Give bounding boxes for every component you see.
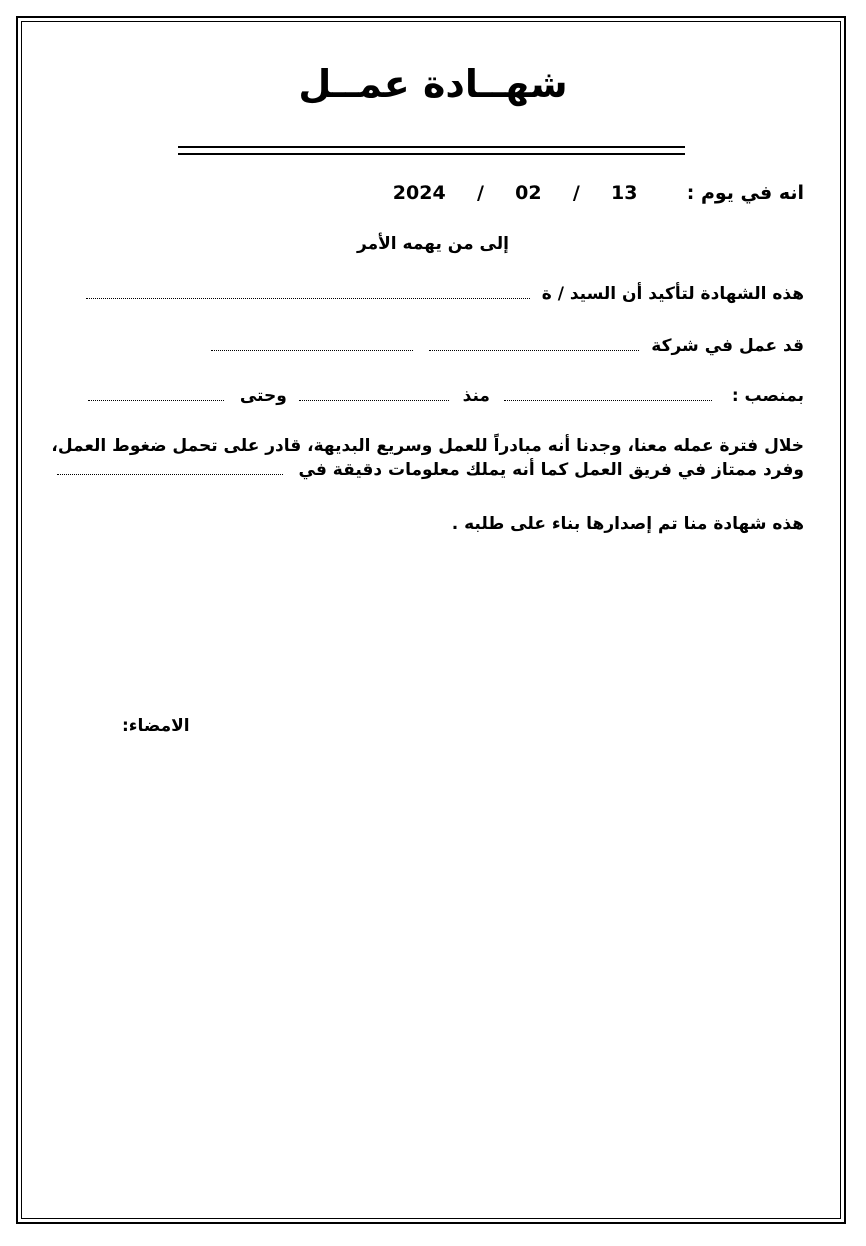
company-line (211, 336, 804, 356)
date-label: انه في يوم : (686, 182, 804, 204)
paragraph-line-2-text: وفرد ممتاز في فريق العمل كما أنه يملك معلومات دقيقة في (298, 460, 804, 480)
since-blank[interactable] (299, 399, 449, 401)
document-title: شهــادة عمــل (298, 62, 568, 106)
addressee: إلى من يهمه الأمر (357, 234, 509, 254)
closing-line: هذه شهادة منا تم إصدارها بناء على طلبه . (451, 514, 804, 534)
company-label: قد عمل في شركة (651, 336, 804, 356)
confirm-line (86, 284, 804, 304)
position-label: بمنصب : (731, 386, 804, 406)
title-underline-bottom (178, 153, 685, 155)
signature-label: الامضاء: (122, 716, 190, 736)
expertise-blank[interactable] (57, 473, 283, 475)
since-label: منذ (462, 386, 490, 406)
company-blank-2[interactable] (211, 349, 413, 351)
confirm-label: هذه الشهادة لتأكيد أن السيد / ة (541, 284, 804, 304)
body-paragraph (51, 434, 804, 482)
title-underline-top (178, 146, 685, 148)
date-month: 02 (515, 182, 542, 204)
date-year: 2024 (392, 182, 446, 204)
until-label: وحتى (239, 386, 287, 406)
date-separator: / (572, 182, 580, 204)
until-blank[interactable] (88, 399, 224, 401)
position-line (88, 386, 804, 406)
name-blank[interactable] (86, 297, 530, 299)
company-blank-1[interactable] (429, 349, 639, 351)
position-blank[interactable] (504, 399, 712, 401)
date-separator: / (476, 182, 484, 204)
date-day: 13 (611, 182, 638, 204)
paragraph-line-1: خلال فترة عمله معنا، وجدنا أنه مبادراً للعمل وسريع البديهة، قادر على تحمل ضغوط العمل، (51, 436, 804, 456)
date-row (393, 182, 804, 204)
paragraph-line-2 (82, 458, 804, 482)
